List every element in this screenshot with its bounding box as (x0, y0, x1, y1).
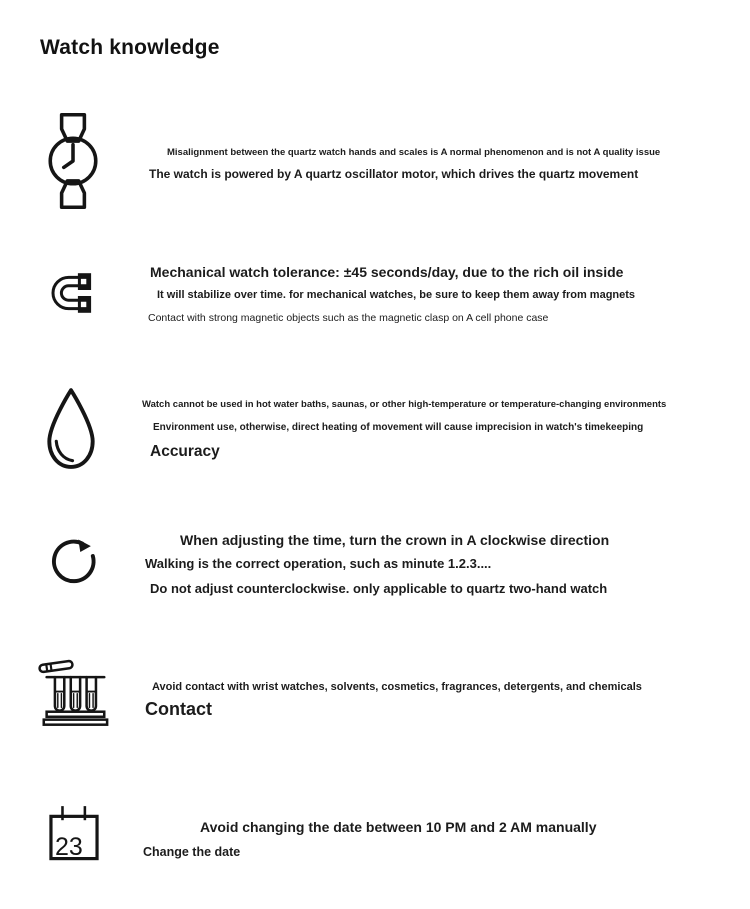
tip-line: Watch cannot be used in hot water baths, saunas, or other high-temperature or temperature-changing environments (142, 399, 667, 410)
tip-line: It will stabilize over time. for mechanical watches, be sure to keep them away from magnets (157, 289, 636, 301)
chemicals-icon (38, 645, 110, 741)
tip-line: When adjusting the time, turn the crown in A clockwise direction (180, 532, 610, 548)
calendar-day: 23 (55, 833, 83, 861)
change-date-heading: Change the date (143, 845, 241, 859)
tip-line: Contact with strong magnetic objects such as the magnetic clasp on A cell phone case (148, 312, 549, 324)
water-drop-icon (40, 383, 102, 481)
accuracy-heading: Accuracy (150, 443, 220, 460)
tip-line: Misalignment between the quartz watch hands and scales is A normal phenomenon and is not A quality issue (167, 147, 661, 158)
magnet-icon (41, 258, 101, 328)
tip-line: Walking is the correct operation, such as minute 1.2.3.... (145, 556, 492, 571)
watch-icon (41, 110, 105, 212)
contact-heading: Contact (145, 699, 212, 719)
tip-line: Mechanical watch tolerance: ±45 seconds/day, due to the rich oil inside (150, 264, 624, 280)
tip-line: Do not adjust counterclockwise. only applicable to quartz two-hand watch (150, 581, 608, 596)
calendar-icon (42, 791, 106, 875)
page-title: Watch knowledge (40, 36, 220, 59)
tip-line: The watch is powered by A quartz oscillator motor, which drives the quartz movement (149, 167, 639, 181)
tip-line: Avoid changing the date between 10 PM and 2 AM manually (200, 819, 597, 835)
clockwise-arrow-icon (42, 518, 108, 598)
tip-line: Environment use, otherwise, direct heating of movement will cause imprecision in watch's timekeeping (153, 422, 644, 433)
tip-line: Avoid contact with wrist watches, solvents, cosmetics, fragrances, detergents, and chemicals (152, 681, 642, 693)
